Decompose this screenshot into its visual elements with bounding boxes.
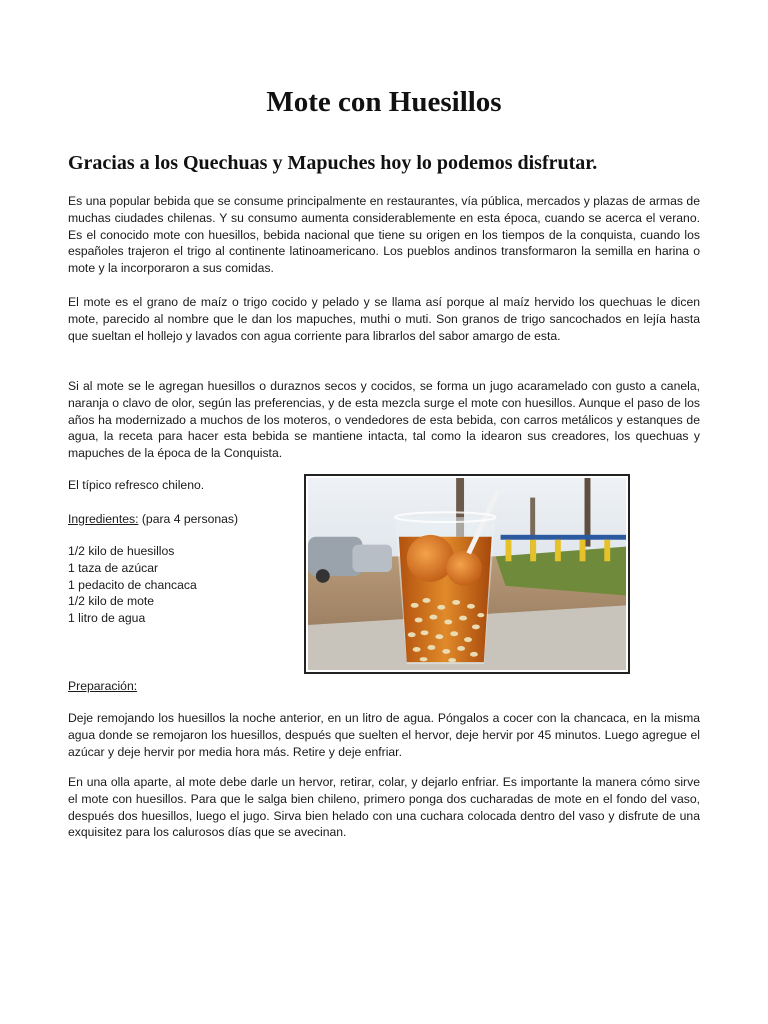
- paragraph-mote: El mote es el grano de maíz o trigo cocido y pelado y se llama así porque al maíz hervido los quechuas le dicen mote, parecido al nombre que le dan los mapuches, muthi o muti. Son granos de trigo sancochados en lejía hasta que sueltan el hollejo y lavados con agua corriente para librarlos del sabor amargo de esta.: [68, 295, 700, 343]
- list-item: 1 taza de azúcar: [68, 560, 159, 575]
- ingredients-note: (para 4 personas): [138, 512, 239, 526]
- page-subtitle: Gracias a los Quechuas y Mapuches hoy lo podemos disfrutar.: [68, 152, 598, 174]
- document-page: [68, 0, 700, 1024]
- list-item: 1 pedacito de chancaca: [68, 577, 197, 592]
- paragraph-huesillos: Si al mote se le agregan huesillos o duraznos secos y cocidos, se forma un jugo acaramelado con gusto a canela, naranja o clavo de olor, según las preferencias, y de esta mezcla surge el mote con huesillos. Aunque el paso de los años ha modernizado a muchos de los moteros, o vendedores de esta bebida, con carros metálicos y estanques de agua, la receta para hacer esta bebida se mantiene intacta, tal como la idearon sus creadores, los quechuas y mapuches de la época de la Conquista.: [68, 379, 700, 461]
- page-title: Mote con Huesillos: [266, 86, 502, 118]
- list-item: 1 litro de agua: [68, 611, 146, 626]
- list-item: 1/2 kilo de huesillos: [68, 544, 175, 558]
- refresco-caption: El típico refresco chileno.: [68, 478, 205, 492]
- preparation-heading: [68, 678, 137, 695]
- ingredients-list: [68, 543, 197, 627]
- mote-con-huesillos-image: [308, 478, 626, 670]
- paragraph-preparation-1: Deje remojando los huesillos la noche anterior, en un litro de agua. Póngalos a cocer con la chancaca, en la misma agua donde se remojaron los huesillos, después que suelten el hervor, deje hervir por 45 minutos. Luego agregue el azúcar y deje hervir por media hora más. Retire y deje enfriar.: [68, 711, 700, 759]
- paragraph-preparation-2: En una olla aparte, al mote debe darle un hervor, retirar, colar, y dejarlo enfriar. Es importante la manera cómo sirve el mote con huesillos. Para que le salga bien chileno, primero ponga dos cucharadas de mote en el fondo del vaso, después dos huesillos, luego el jugo. Sirva bien helado con una cuchara colocada dentro del vaso y disfrute de una exquisitez para los calurosos días que se avecinan.: [68, 775, 700, 840]
- paragraph-intro: Es una popular bebida que se consume principalmente en restaurantes, vía pública, mercados y plazas de armas de muchas ciudades chilenas. Y su consumo aumenta considerablemente en esta época, cuando se acerca el verano. Es el conocido mote con huesillos, bebida nacional que tiene su origen en los tiempos de la conquista, cuando los españoles trajeron el trigo al continente latinoamericano. Los pueblos andinos transformaron la semilla en harina o mote y la incorporaron a sus comidas.: [68, 194, 700, 276]
- list-item: 1/2 kilo de mote: [68, 594, 155, 609]
- ingredients-heading: [68, 511, 238, 528]
- drink-photo: [304, 474, 630, 674]
- ingredients-label: Ingredientes:: [68, 512, 139, 526]
- preparation-label: Preparación:: [68, 679, 138, 693]
